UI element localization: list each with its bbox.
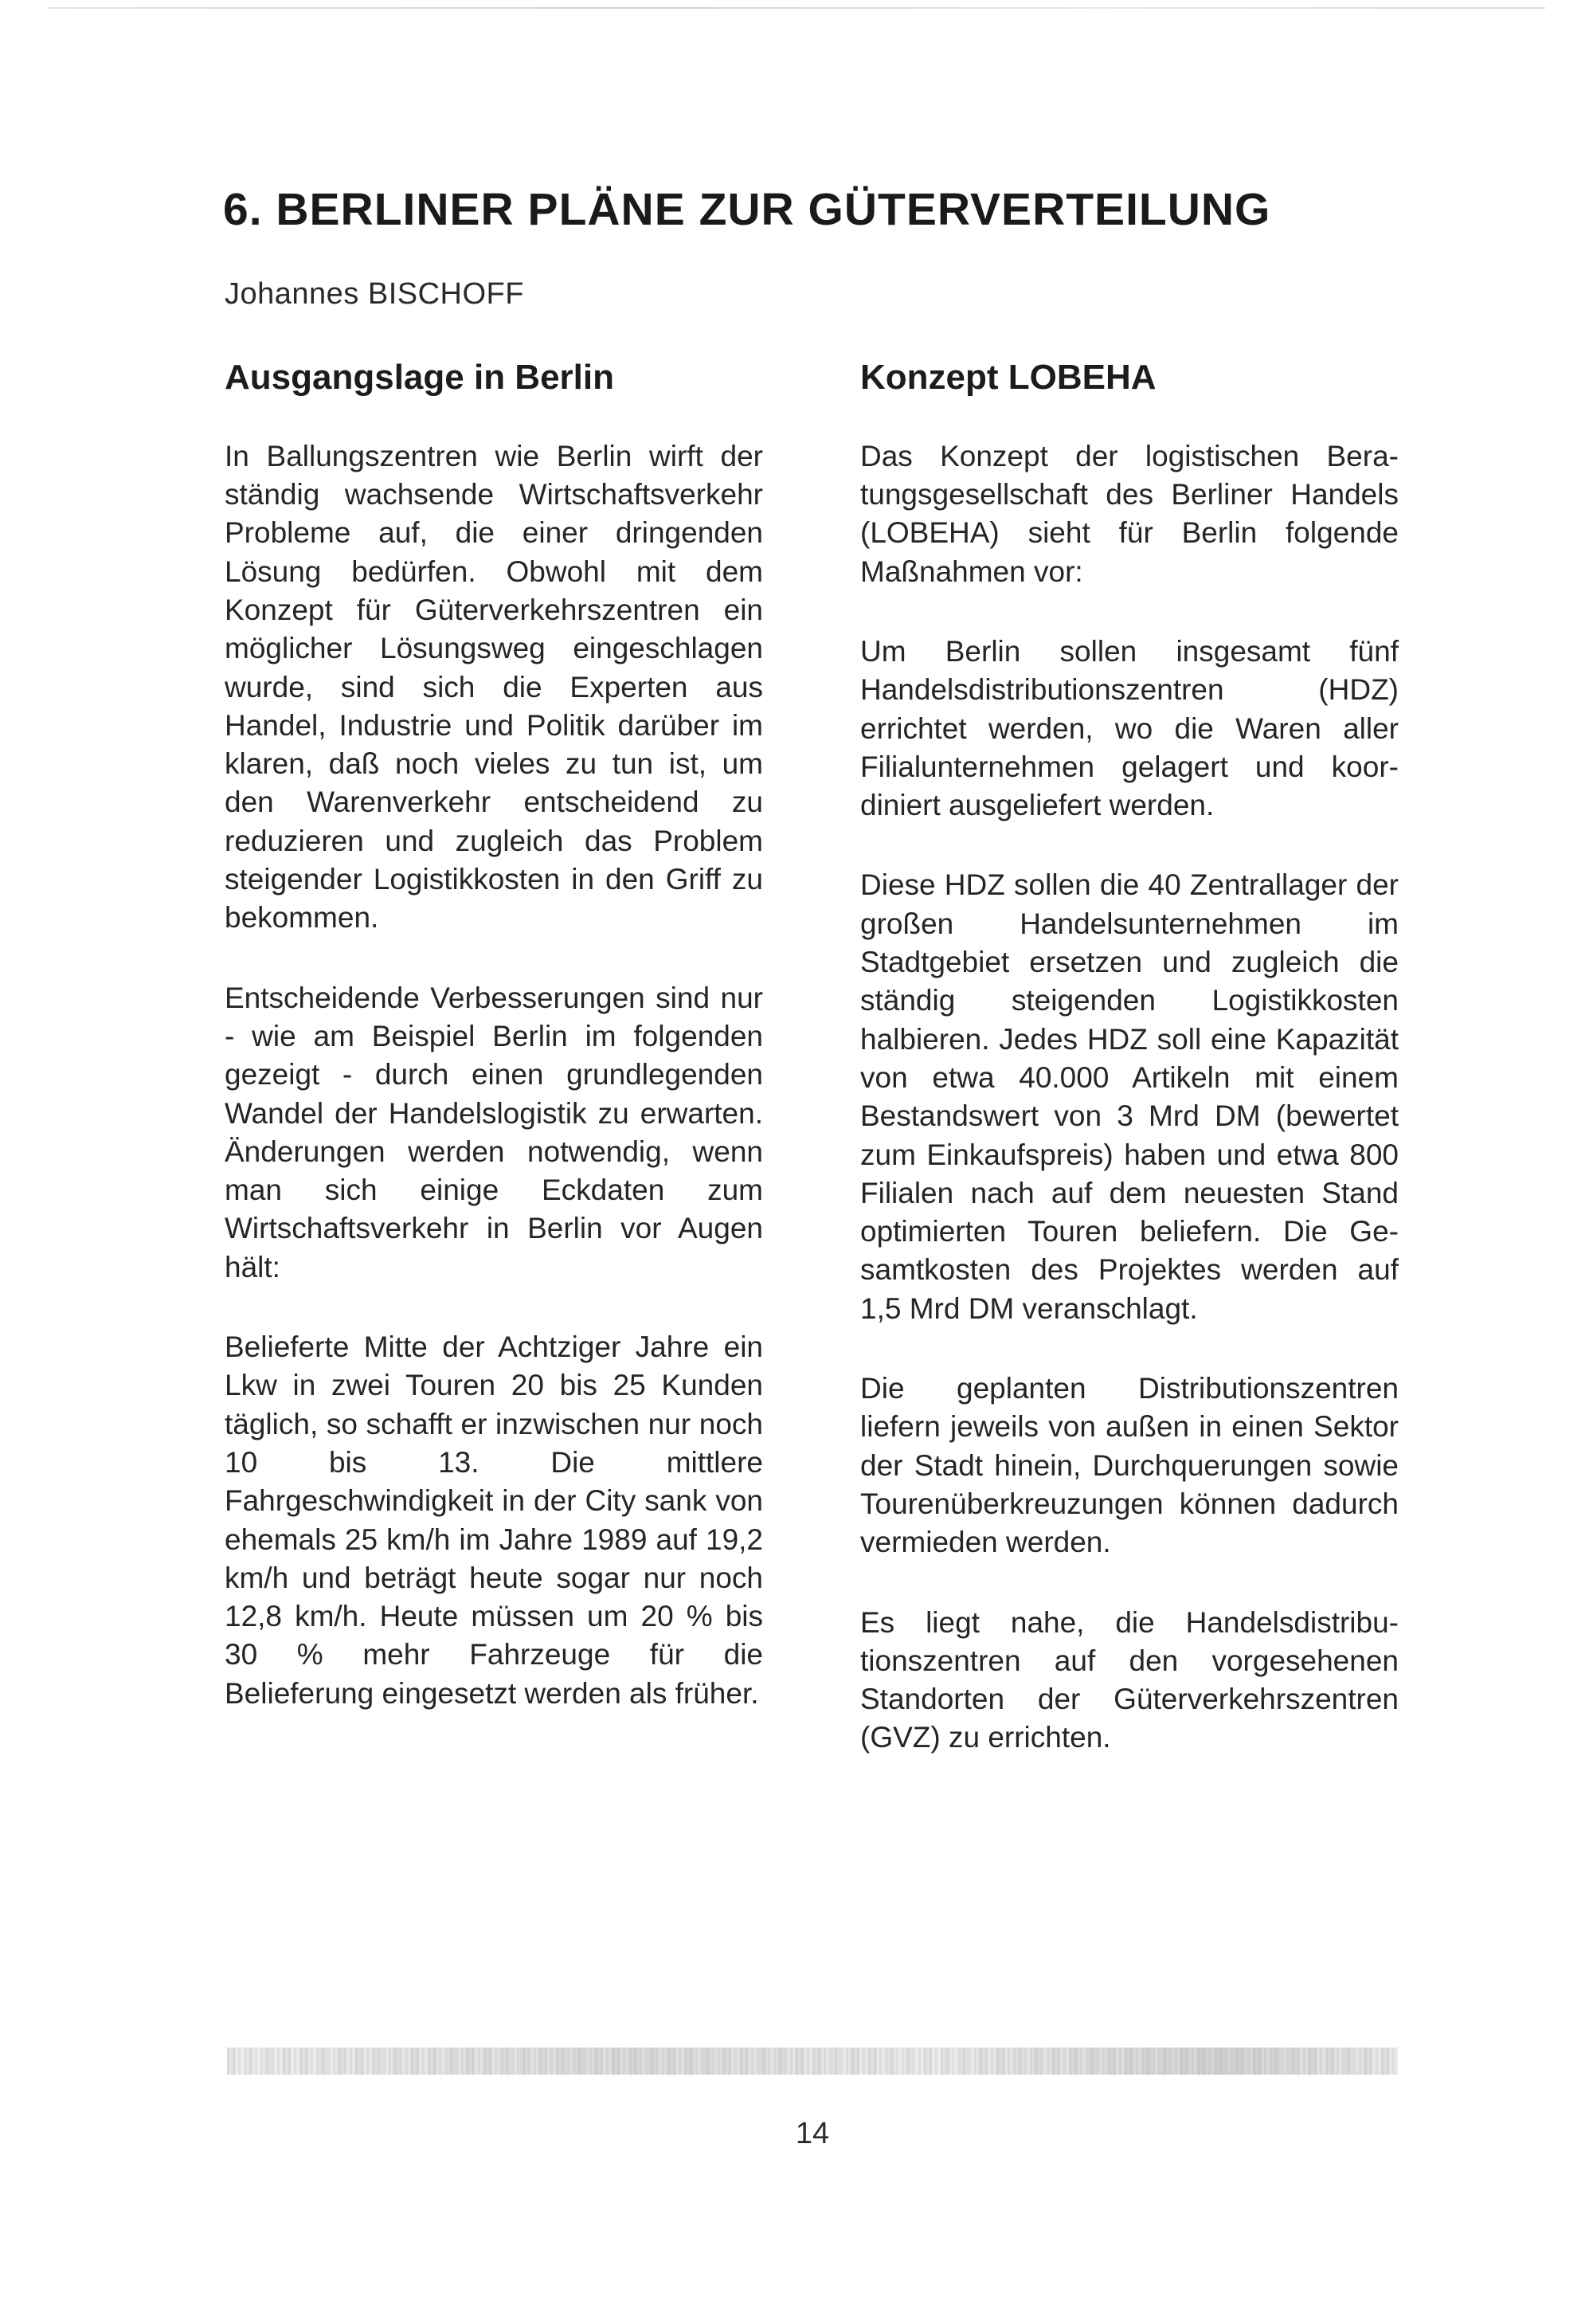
paragraph: Die geplanten Distributionszentren liefern jeweils von außen in einen Sektor der Stadt hinein, Durchquerungen sowie Tourenüberkreuzungen können dadurch vermieden werden. (860, 1372, 1399, 1559)
section-heading-ausgangslage: Ausgangslage in Berlin (225, 358, 614, 397)
paragraph: Entscheidende Verbesserungen sind nur - wie am Beispiel Berlin im folgenden gezeigt - durch einen grundlegenden Wandel der Handelslogistik zu erwarten. Änderungen werden notwendig, wenn man sich einige Eckdaten zum Wirtschaftsverkehr in Berlin vor Augen hält: (225, 981, 763, 1283)
author-name: Johannes BISCHOFF (225, 277, 524, 311)
scan-top-rule (48, 7, 1545, 9)
paragraph: In Ballungszentren wie Berlin wirft der ständig wachsende Wirtschaftsverkehr Probleme auf, die einer dringenden Lösung bedürfen. Obwohl mit dem Konzept für Güterverkehrszentren ein möglicher Lösungsweg eingeschlagen wurde, sind sich die Experten aus Handel, Industrie und Politik darüber im klaren, daß noch vieles zu tun ist, um den Warenverkehr entscheidend zu reduzieren und zugleich das Problem steigender Logistikkosten in den Griff zu bekommen. (225, 439, 763, 935)
page-title: 6. BERLINER PLÄNE ZUR GÜTERVERTEILUNG (223, 184, 1271, 235)
right-column (860, 357, 1399, 1799)
section-heading-lobeha: Konzept LOBEHA (860, 358, 1157, 397)
page-number: 14 (795, 2117, 830, 2150)
scan-artifact-band (227, 2048, 1398, 2075)
paragraph: Diese HDZ sollen die 40 Zentrallager der großen Handelsunternehmen im Stadtgebiet ersetzen und zugleich die ständig steigenden Logistikkosten halbieren. Jedes HDZ soll eine Kapazität von etwa 40.000 Artikeln mit einem Bestandswert von 3 Mrd DM (bewertet zum Einkaufspreis) haben und etwa 800 Filialen nach auf dem neuesten Stand optimierten Touren beliefern. Die Gesamtkosten des Projektes werden auf 1,5 Mrd DM veranschlagt. (860, 868, 1399, 1325)
paragraph: Das Konzept der logistischen Beratungsgesellschaft des Berliner Handels (LOBEHA) sieht für Berlin folgende Maßnahmen vor: (860, 439, 1399, 588)
paragraph: Um Berlin sollen insgesamt fünf Handelsdistributionszentren (HDZ) errichtet werden, wo die Waren aller Filialunternehmen gelagert und koordiniert ausgeliefert werden. (860, 634, 1399, 822)
paragraph: Es liegt nahe, die Handelsdistributionszentren auf den vorgesehenen Standorten der Güterverkehrszentren (GVZ) zu errichten. (860, 1605, 1399, 1754)
left-column (225, 357, 763, 1754)
paragraph: Belieferte Mitte der Achtziger Jahre ein Lkw in zwei Touren 20 bis 25 Kunden täglich, so schafft er inzwischen nur noch 10 bis 13. Die mittlere Fahrgeschwindigkeit in der City sank von ehemals 25 km/h im Jahre 1989 auf 19,2 km/h und beträgt heute sogar nur noch 12,8 km/h. Heute müssen um 20 % bis 30 % mehr Fahrzeuge für die Belieferung eingesetzt werden als früher. (225, 1331, 763, 1710)
